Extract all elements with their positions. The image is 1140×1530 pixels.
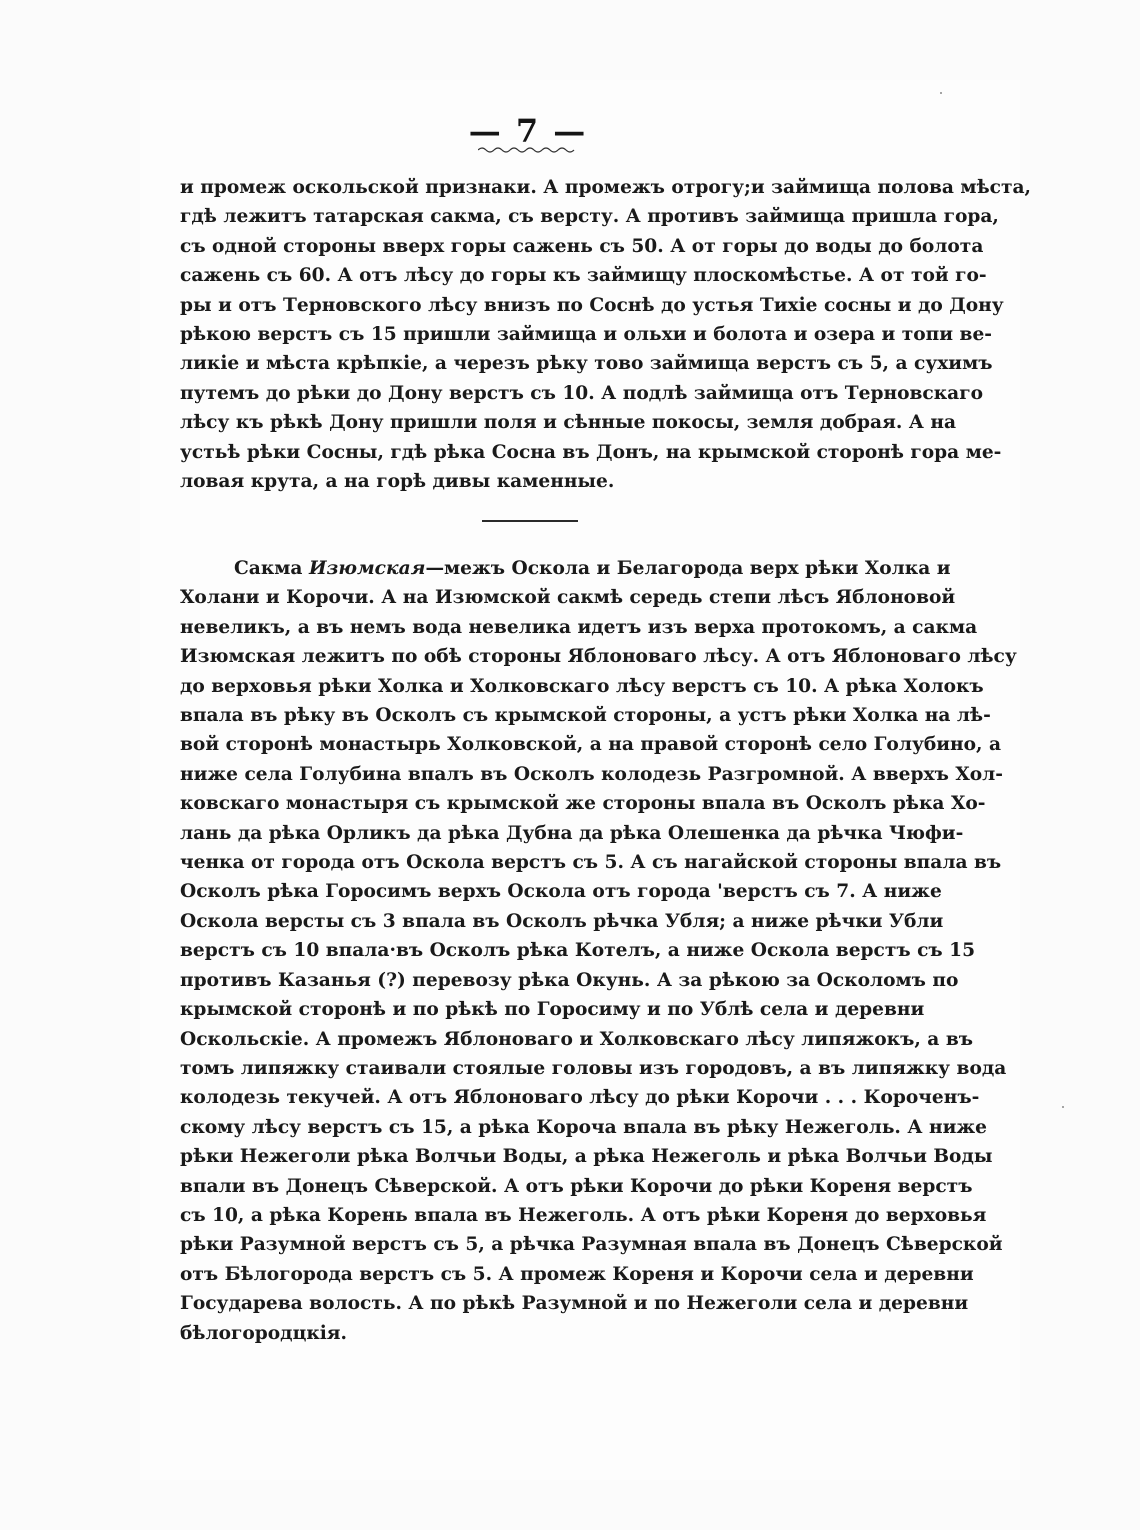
text-line: ликіе и мѣста крѣпкіе, а черезъ рѣку тово займища верстъ съ 5, а сухимъ bbox=[180, 353, 993, 375]
paragraph-sakma-end bbox=[180, 173, 1032, 496]
text-line: устьѣ рѣки Сосны, гдѣ рѣка Сосна въ Донъ, на крымской сторонѣ гора ме- bbox=[180, 441, 1002, 463]
text-line: съ 10, а рѣка Корень впала въ Нежеголь. А отъ рѣки Кореня до верховья bbox=[180, 1204, 987, 1226]
text-line: сажень съ 60. А отъ лѣсу до горы къ займищу плоскомѣстье. А от той го- bbox=[180, 265, 987, 287]
section-divider bbox=[482, 520, 578, 522]
text-line: ченка от города отъ Оскола верстъ съ 5. А съ нагайской стороны впала въ bbox=[180, 852, 1002, 874]
text-line: невеликъ, а въ немъ вода невелика идетъ изъ верха протокомъ, а сакма bbox=[180, 616, 978, 638]
page-number-ornament bbox=[478, 146, 576, 154]
scan-speck bbox=[1062, 1106, 1064, 1108]
sakma-name-italic: Изюмская bbox=[308, 558, 426, 579]
text-line: Холани и Корочи. А на Изюмской сакмѣ середь степи лѣсъ Яблоновой bbox=[180, 587, 956, 609]
text-line: Осколъ рѣка Горосимъ верхъ Оскола отъ города 'верстъ съ 7. А ниже bbox=[180, 881, 942, 903]
sakma-label: Сакма bbox=[234, 558, 309, 579]
text-line: Изюмская лежитъ по обѣ стороны Яблоноваго лѣсу. А отъ Яблоноваго лѣсу bbox=[180, 646, 1017, 668]
text-line: томъ липяжку стаивали стоялые головы изъ городовъ, а въ липяжку вода bbox=[180, 1057, 1007, 1079]
text-line: ловая крута, а на горѣ дивы каменные. bbox=[180, 471, 615, 493]
text-line: верстъ съ 10 впала·въ Осколъ рѣка Котелъ, а ниже Оскола верстъ съ 15 bbox=[180, 940, 976, 962]
text-line: впала въ рѣку въ Осколъ съ крымской стороны, а устъ рѣки Холка на лѣ- bbox=[180, 705, 991, 727]
text-line: ниже села Голубина впалъ въ Осколъ колодезь Разгромной. А вверхъ Хол- bbox=[180, 763, 1003, 785]
text-line: рѣкою верстъ съ 15 пришли займища и ольхи и болота и озера и топи ве- bbox=[180, 324, 993, 346]
text-line: до верховья рѣки Холка и Холковскаго лѣсу верстъ съ 10. А рѣка Холокъ bbox=[180, 675, 984, 697]
first-line-rest: —межъ Оскола и Белагорода верх рѣки Холка и bbox=[425, 558, 951, 579]
text-line: ры и отъ Терновского лѣсу внизъ по Соснѣ до устья Тихіе сосны и до Дону bbox=[180, 294, 1004, 316]
text-line: отъ Бѣлогорода верстъ съ 5. А промеж Кореня и Корочи села и деревни bbox=[180, 1263, 974, 1285]
scan-speck bbox=[940, 92, 942, 94]
text-line: ковскаго монастыря съ крымской же стороны впала въ Осколъ рѣка Хо- bbox=[180, 793, 986, 815]
text-line: лѣсу къ рѣкѣ Дону пришли поля и сѣнные покосы, земля добрая. А на bbox=[180, 412, 957, 434]
text-line: противъ Казанья (?) перевозу рѣка Окунь. А за рѣкою за Осколомъ по bbox=[180, 969, 959, 991]
text-line: впали въ Донецъ Сѣверской. А отъ рѣки Корочи до рѣки Кореня верстъ bbox=[180, 1175, 973, 1197]
text-line: колодезь текучей. А отъ Яблоноваго лѣсу до рѣки Корочи . . . Короченъ- bbox=[180, 1087, 980, 1109]
text-line: путемъ до рѣки до Дону верстъ съ 10. А подлѣ займища отъ Терновскаго bbox=[180, 382, 983, 404]
text-line: бѣлогородцкія. bbox=[180, 1322, 348, 1344]
text-line: рѣки Нежеголи рѣка Волчьи Воды, а рѣка Нежеголь и рѣка Волчьи Воды bbox=[180, 1146, 993, 1168]
text-line: съ одной стороны вверх горы сажень съ 50. А от горы до воды до болота bbox=[180, 235, 984, 257]
text-line: Оскола версты съ 3 впала въ Осколъ рѣчка Убля; а ниже рѣчки Убли bbox=[180, 910, 944, 932]
text-line: Оскольскіе. А промежъ Яблоноваго и Холковскаго лѣсу липяжокъ, а въ bbox=[180, 1028, 974, 1050]
text-line: Государева волость. А по рѣкѣ Разумной и по Нежеголи села и деревни bbox=[180, 1293, 969, 1315]
text-line: вой сторонѣ монастырь Холковской, а на правой сторонѣ село Голубино, а bbox=[180, 734, 1002, 756]
paragraph-izyum-sakma bbox=[180, 554, 1017, 1348]
text-line: скому лѣсу верстъ съ 15, а рѣка Короча впала въ рѣку Нежеголь. А ниже bbox=[180, 1116, 988, 1138]
text-line: и промеж оскольской признаки. А промежъ отрогу;и займища полова мѣста, bbox=[180, 177, 1032, 198]
text-line-first bbox=[180, 554, 951, 583]
text-line: гдѣ лежитъ татарская сакма, съ версту. А противъ займища пришла гора, bbox=[180, 206, 999, 228]
text-line: лань да рѣка Орликъ да рѣка Дубна да рѣка Олешенка да рѣчка Чюфи- bbox=[180, 822, 964, 844]
text-line: рѣки Разумной верстъ съ 5, а рѣчка Разумная впала въ Донецъ Сѣверской bbox=[180, 1234, 1003, 1256]
page-number: — 7 — bbox=[468, 112, 588, 150]
text-line: крымской сторонѣ и по рѣкѣ по Горосиму и по Ублѣ села и деревни bbox=[180, 999, 925, 1021]
